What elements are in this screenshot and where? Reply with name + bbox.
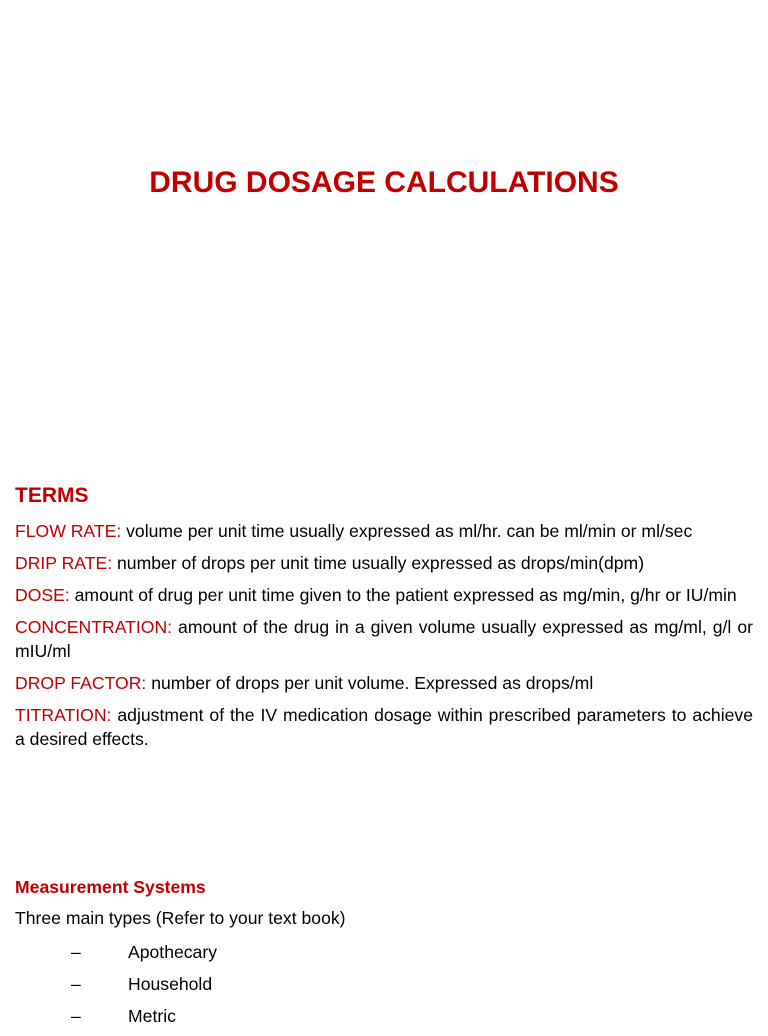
term-drip-rate	[15, 551, 753, 575]
list-item	[15, 972, 415, 1004]
terms-list	[15, 519, 753, 759]
term-name: DOSE:	[15, 585, 70, 605]
dash-bullet: –	[71, 974, 81, 994]
list-item-label: Metric	[128, 1006, 176, 1026]
term-definition: amount of the drug in a given volume usually expressed as mg/ml, g/l or mIU/ml	[15, 617, 753, 661]
term-name: CONCENTRATION:	[15, 617, 173, 637]
term-definition: amount of drug per unit time given to the patient expressed as mg/min, g/hr or IU/min	[69, 585, 737, 605]
measurement-list	[15, 940, 415, 1036]
list-item	[15, 940, 415, 972]
term-concentration	[15, 615, 753, 663]
term-name: FLOW RATE:	[15, 521, 122, 541]
term-flow-rate	[15, 519, 753, 543]
term-definition: number of drops per unit time usually expressed as drops/min(dpm)	[112, 553, 645, 573]
term-dose	[15, 583, 753, 607]
list-item-label: Household	[128, 974, 213, 994]
term-definition: adjustment of the IV medication dosage within prescribed parameters to achieve a desired effects.	[15, 705, 753, 749]
term-definition: number of drops per unit volume. Expressed as drops/ml	[146, 673, 594, 693]
term-name: TITRATION:	[15, 705, 112, 725]
list-item-label: Apothecary	[128, 942, 217, 962]
term-drop-factor	[15, 671, 753, 695]
terms-heading: TERMS	[15, 484, 89, 507]
measurement-intro: Three main types (Refer to your text book)	[15, 908, 346, 928]
dash-bullet: –	[71, 942, 81, 962]
term-titration	[15, 703, 753, 751]
page-title: DRUG DOSAGE CALCULATIONS	[149, 166, 619, 199]
measurement-heading: Measurement Systems	[15, 877, 206, 897]
dash-bullet: –	[71, 1006, 81, 1026]
term-name: DRIP RATE:	[15, 553, 113, 573]
term-definition: volume per unit time usually expressed as ml/hr. can be ml/min or ml/sec	[121, 521, 693, 541]
list-item	[15, 1004, 415, 1036]
term-name: DROP FACTOR:	[15, 673, 147, 693]
